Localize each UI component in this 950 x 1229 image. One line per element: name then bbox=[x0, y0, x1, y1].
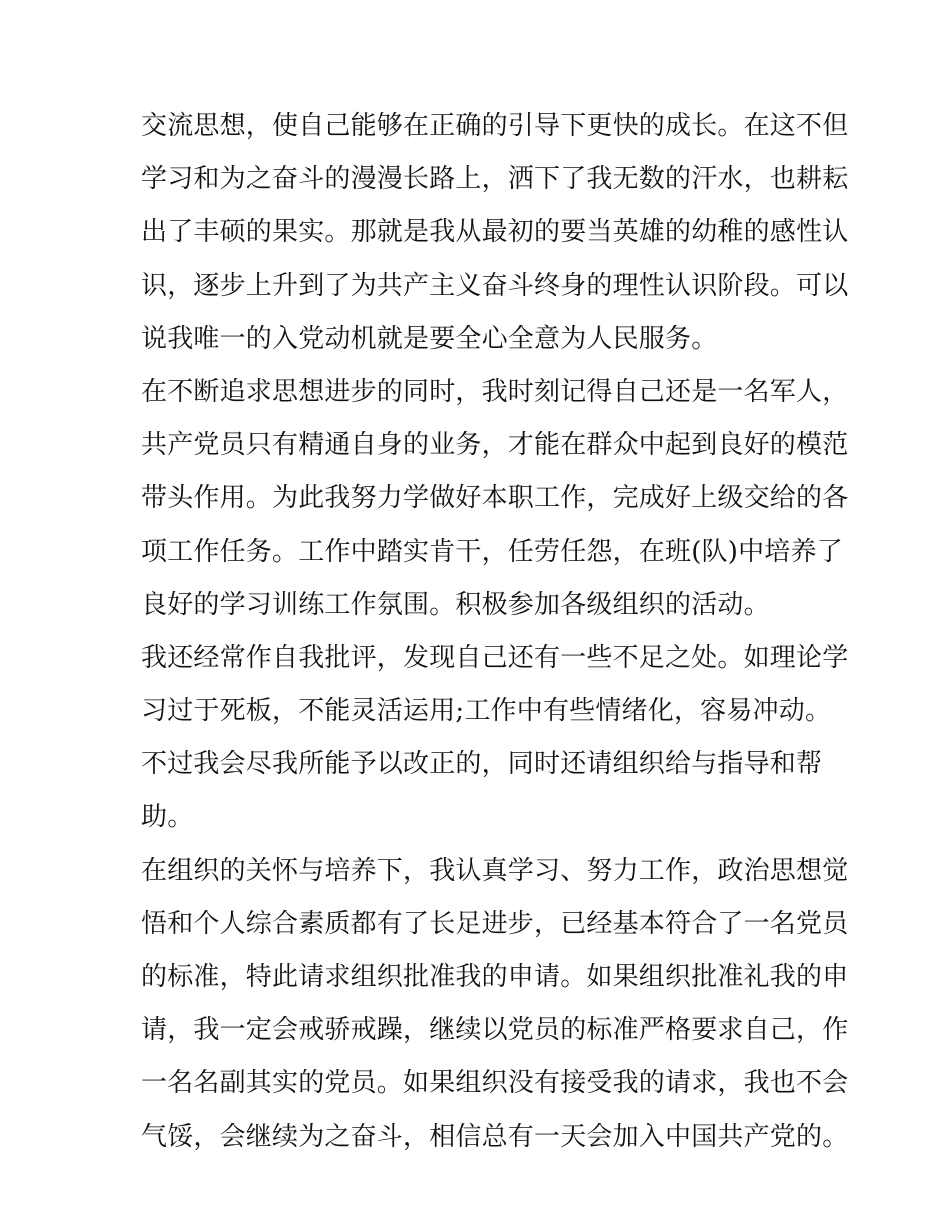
text-line: 识，逐步上升到了为共产主义奋斗终身的理性认识阶段。可以 bbox=[141, 270, 849, 301]
paragraph bbox=[141, 100, 849, 366]
text-line: 请，我一定会戒骄戒躁，继续以党员的标准严格要求自己，作 bbox=[141, 1015, 849, 1046]
text-line: 在组织的关怀与培养下，我认真学习、努力工作，政治思想觉 bbox=[141, 855, 849, 886]
text-line: 悟和个人综合素质都有了长足进步，已经基本符合了一名党员 bbox=[141, 908, 849, 939]
text-line: 助。 bbox=[141, 802, 194, 833]
text-line: 一名名副其实的党员。如果组织没有接受我的请求，我也不会 bbox=[141, 1068, 849, 1099]
paragraph bbox=[141, 632, 849, 845]
text-line: 习过于死板，不能灵活运用;工作中有些情绪化，容易冲动。 bbox=[141, 696, 832, 727]
text-line: 良好的学习训练工作氛围。积极参加各级组织的活动。 bbox=[141, 589, 770, 620]
paragraph bbox=[141, 845, 849, 1164]
text-line: 项工作任务。工作中踏实肯干，任劳任怨，在班(队)中培养了 bbox=[141, 536, 843, 567]
text-line: 交流思想，使自己能够在正确的引导下更快的成长。在这不但 bbox=[141, 111, 849, 141]
document-body bbox=[141, 100, 849, 1164]
text-line: 出了丰硕的果实。那就是我从最初的要当英雄的幼稚的感性认 bbox=[141, 217, 849, 248]
text-line: 的标准，特此请求组织批准我的申请。如果组织批准礼我的申 bbox=[141, 962, 849, 992]
text-line: 在不断追求思想进步的同时，我时刻记得自己还是一名军人， bbox=[141, 376, 849, 407]
text-line: 带头作用。为此我努力学做好本职工作，完成好上级交给的各 bbox=[141, 483, 849, 514]
text-line: 共产党员只有精通自身的业务，才能在群众中起到良好的模范 bbox=[141, 430, 849, 461]
text-line: 说我唯一的入党动机就是要全心全意为人民服务。 bbox=[141, 323, 718, 354]
text-line: 学习和为之奋斗的漫漫长路上，洒下了我无数的汗水，也耕耘 bbox=[141, 164, 849, 195]
text-line: 不过我会尽我所能予以改正的，同时还请组织给与指导和帮 bbox=[141, 749, 823, 780]
text-line: 我还经常作自我批评，发现自己还有一些不足之处。如理论学 bbox=[141, 642, 849, 673]
text-line: 气馁，会继续为之奋斗，相信总有一天会加入中国共产党的。 bbox=[141, 1121, 849, 1152]
paragraph bbox=[141, 366, 849, 632]
